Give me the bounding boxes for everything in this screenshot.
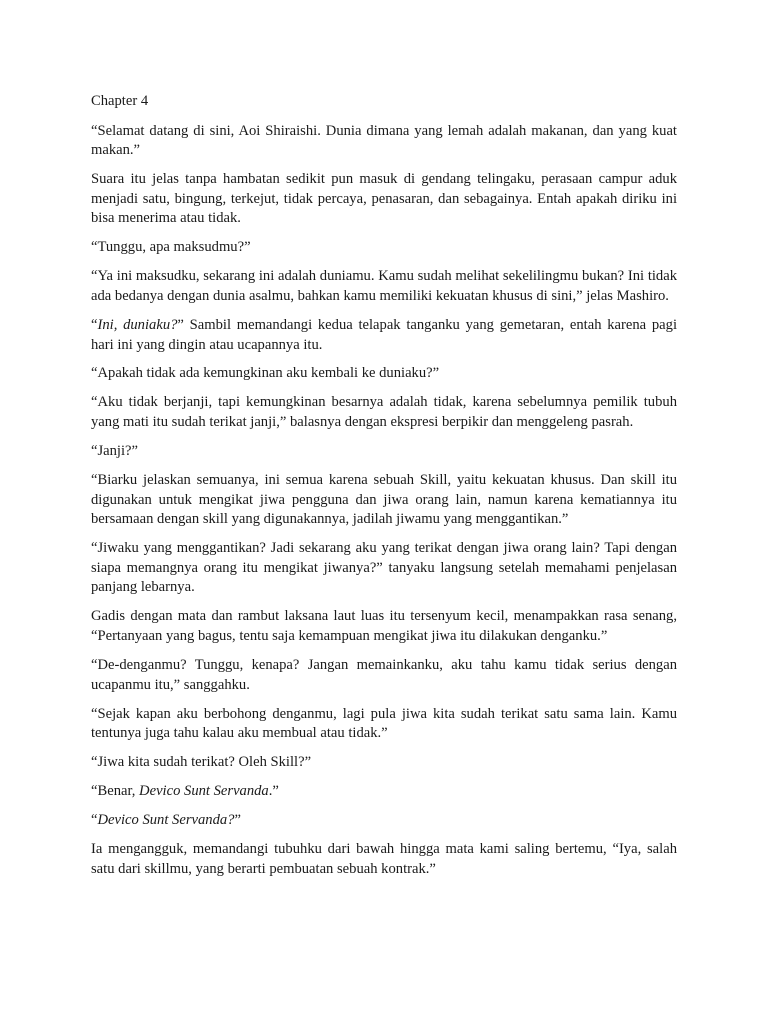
paragraph [91, 705, 677, 744]
paragraph-text: Ia mengangguk, memandangi tubuhku dari bawah hingga mata kami saling bertemu, “Iya, salah satu dari skillmu, yang berarti pembuatan sebuah kontrak.” [91, 841, 677, 877]
paragraph-text: “Jiwa kita sudah terikat? Oleh Skill?” [91, 754, 312, 771]
paragraph [91, 811, 677, 831]
italic-text: Ini, duniaku? [97, 316, 178, 333]
paragraph [91, 238, 677, 258]
chapter-title: Chapter 4 [91, 93, 149, 109]
italic-text: Devico Sunt Servanda [139, 783, 269, 800]
paragraph-text: ” Sambil memandangi kedua telapak tanganku yang gemetaran, entah karena pagi hari ini yang dingin atau ucapannya itu. [91, 316, 677, 353]
paragraph-text: “Tunggu, apa maksudmu?” [91, 239, 251, 256]
paragraph [91, 170, 677, 229]
paragraph [91, 364, 677, 384]
paragraph [91, 656, 677, 695]
paragraph [91, 442, 677, 462]
paragraph-text: “Apakah tidak ada kemungkinan aku kembali ke duniaku?” [91, 365, 440, 382]
paragraph-text: “Ya ini maksudku, sekarang ini adalah duniamu. Kamu sudah melihat sekelilingmu bukan? Ini tidak ada bedanya dengan dunia asalmu, bahkan kamu memiliki kekuatan khusus di sini,” jelas Mashiro. [91, 268, 677, 304]
italic-text: Devico Sunt Servanda? [97, 812, 235, 829]
paragraph [91, 316, 677, 355]
paragraph [91, 267, 677, 306]
paragraph [91, 122, 677, 161]
paragraph-list [91, 122, 677, 880]
paragraph-text: “De-denganmu? Tunggu, kenapa? Jangan memainkanku, aku tahu kamu tidak serius dengan ucapanmu itu,” sanggahku. [91, 656, 677, 693]
paragraph-text: “Biarku jelaskan semuanya, ini semua karena sebuah Skill, yaitu kekuatan khusus. Dan skill itu digunakan untuk mengikat jiwa pengguna dan jiwa orang lain, namun karena kematiannya itu bersamaan dengan skill yang digunakannya, jadilah jiwamu yang menggantikan.” [91, 472, 677, 528]
paragraph-text: Suara itu jelas tanpa hambatan sedikit pun masuk di gendang telingaku, perasaan campur aduk menjadi satu, bingung, terkejut, tidak percaya, penasaran, dan sebagainya. Entah apakah diriku ini bisa menerima atau tidak. [91, 171, 677, 227]
paragraph [91, 539, 677, 598]
paragraph-text: Gadis dengan mata dan rambut laksana laut luas itu tersenyum kecil, menampakkan rasa senang, “Pertanyaan yang bagus, tentu saja kemampuan mengikat jiwa itu dilakukan denganku.” [91, 608, 677, 644]
paragraph [91, 782, 677, 802]
paragraph-text: “ [91, 316, 98, 333]
paragraph-text: “Sejak kapan aku berbohong denganmu, lagi pula jiwa kita sudah terikat satu sama lain. Kamu tentunya juga tahu kalau aku membual atau tidak.” [91, 705, 677, 742]
paragraph-text: .” [268, 783, 279, 800]
paragraph [91, 471, 677, 530]
paragraph-text: “Selamat datang di sini, Aoi Shiraishi. Dunia dimana yang lemah adalah makanan, dan yang kuat makan.” [91, 122, 677, 159]
paragraph [91, 607, 677, 646]
paragraph [91, 840, 677, 879]
paragraph [91, 753, 677, 773]
paragraph-text: “Janji?” [91, 443, 138, 460]
paragraph-text: “Aku tidak berjanji, tapi kemungkinan besarnya adalah tidak, karena sebelumnya pemilik tubuh yang mati itu sudah terikat janji,” balasnya dengan ekspresi berpikir dan menggeleng pasrah. [91, 394, 677, 431]
paragraph-text: “Jiwaku yang menggantikan? Jadi sekarang aku yang terikat dengan jiwa orang lain? Tapi dengan siapa memangnya orang itu mengikat jiwanya?” tanyaku langsung setelah memahami penjelasan panjang lebarnya. [91, 540, 677, 596]
paragraph-text: ” [234, 812, 241, 829]
paragraph-text: “ [91, 812, 98, 829]
document-page [91, 92, 677, 889]
paragraph-text: “Benar, [91, 783, 140, 800]
paragraph [91, 393, 677, 432]
